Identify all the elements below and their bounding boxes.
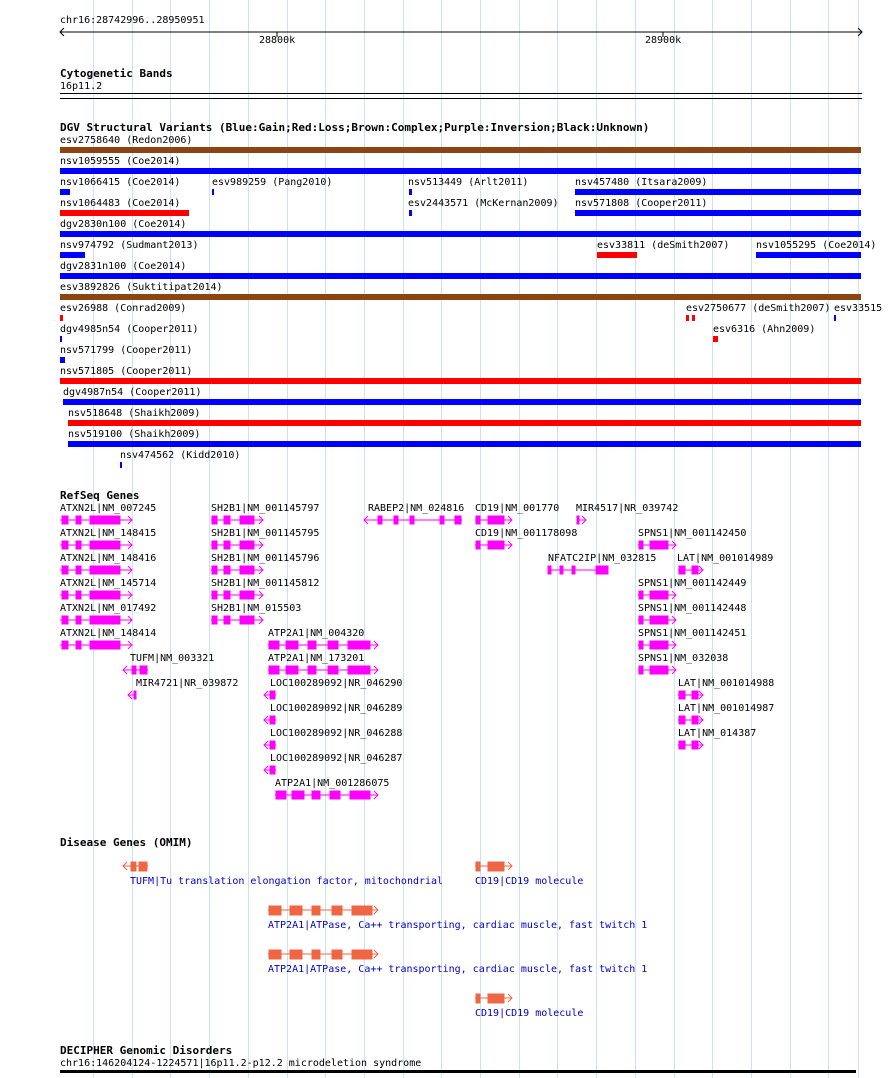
- cytoband-label: 16p11.2: [60, 81, 103, 92]
- gene-label[interactable]: SH2B1|NM_001145796: [211, 553, 320, 564]
- ruler-range: chr16:28742996..28950951: [60, 15, 205, 26]
- dgv-label[interactable]: nsv513449 (Arlt2011): [408, 177, 529, 188]
- gene-label[interactable]: ATP2A1|NM_004320: [268, 628, 365, 639]
- cytoband-track-title: Cytogenetic Bands: [60, 67, 173, 80]
- dgv-label[interactable]: dgv4985n54 (Cooper2011): [60, 324, 199, 335]
- dgv-label[interactable]: esv989259 (Pang2010): [212, 177, 333, 188]
- gene-label[interactable]: LOC100289092|NR_046290: [270, 678, 403, 689]
- gene-label[interactable]: ATXN2L|NM_148415: [60, 528, 157, 539]
- dgv-label[interactable]: nsv1066415 (Coe2014): [60, 177, 181, 188]
- dgv-label[interactable]: esv33515: [834, 303, 883, 314]
- omim-glyph-atp2a1: [268, 950, 378, 959]
- gene-label[interactable]: MIR4517|NR_039742: [576, 503, 679, 514]
- gene-label[interactable]: LAT|NM_001014987: [678, 703, 775, 714]
- gene-label[interactable]: LAT|NM_001014988: [678, 678, 775, 689]
- dgv-label[interactable]: nsv571808 (Cooper2011): [575, 198, 708, 209]
- gene-label[interactable]: CD19|NM_001770: [475, 503, 560, 514]
- omim-glyph-cd19: [475, 994, 512, 1003]
- ruler-tick-label: 28900k: [645, 35, 682, 46]
- gene-label[interactable]: SPNS1|NM_032038: [638, 653, 729, 664]
- gene-label[interactable]: SH2B1|NM_001145795: [211, 528, 320, 539]
- dgv-label[interactable]: dgv2831n100 (Coe2014): [60, 261, 187, 272]
- omim-glyph-cd19: [475, 862, 512, 871]
- omim-track-title: Disease Genes (OMIM): [60, 836, 193, 849]
- gene-label[interactable]: LOC100289092|NR_046288: [270, 728, 403, 739]
- gene-label[interactable]: SH2B1|NM_001145797: [211, 503, 320, 514]
- decipher-track-title: DECIPHER Genomic Disorders: [60, 1044, 233, 1057]
- gene-label[interactable]: LOC100289092|NR_046287: [270, 753, 403, 764]
- omim-label[interactable]: ATP2A1|ATPase, Ca++ transporting, cardiac muscle, fast twitch 1: [268, 964, 648, 975]
- gene-label[interactable]: RABEP2|NM_024816: [368, 503, 465, 514]
- dgv-label[interactable]: esv33811 (deSmith2007): [597, 240, 730, 251]
- decipher-label[interactable]: chr16:146204124-1224571|16p11.2-p12.2 microdeletion syndrome: [60, 1058, 422, 1069]
- gene-label[interactable]: ATP2A1|NM_173201: [268, 653, 365, 664]
- dgv-label[interactable]: esv6316 (Ahn2009): [713, 324, 816, 335]
- gene-label[interactable]: ATXN2L|NM_148414: [60, 628, 157, 639]
- dgv-label[interactable]: nsv571805 (Cooper2011): [60, 366, 193, 377]
- gene-label[interactable]: ATXN2L|NM_145714: [60, 578, 157, 589]
- gene-label[interactable]: SH2B1|NM_001145812: [211, 578, 320, 589]
- decipher-region-bar[interactable]: [60, 1070, 856, 1073]
- dgv-label[interactable]: nsv1055295 (Coe2014): [756, 240, 877, 251]
- omim-glyph-atp2a1: [268, 906, 378, 915]
- gene-label[interactable]: SPNS1|NM_001142449: [638, 578, 747, 589]
- dgv-label[interactable]: esv2750677 (deSmith2007): [686, 303, 831, 314]
- dgv-label[interactable]: nsv1064483 (Coe2014): [60, 198, 181, 209]
- dgv-label[interactable]: nsv457480 (Itsara2009): [575, 177, 708, 188]
- gene-label[interactable]: LAT|NM_014387: [678, 728, 757, 739]
- dgv-label[interactable]: esv2443571 (McKernan2009): [408, 198, 559, 209]
- dgv-track-title: DGV Structural Variants (Blue:Gain;Red:Loss;Brown:Complex;Purple:Inversion;Black:Unknown): [60, 121, 650, 134]
- omim-label[interactable]: CD19|CD19 molecule: [475, 876, 584, 887]
- dgv-label[interactable]: nsv518648 (Shaikh2009): [68, 408, 201, 419]
- dgv-label[interactable]: nsv474562 (Kidd2010): [120, 450, 241, 461]
- gene-label[interactable]: SPNS1|NM_001142450: [638, 528, 747, 539]
- dgv-label[interactable]: dgv2830n100 (Coe2014): [60, 219, 187, 230]
- dgv-label[interactable]: nsv974792 (Sudmant2013): [60, 240, 199, 251]
- gene-label[interactable]: ATXN2L|NM_148416: [60, 553, 157, 564]
- dgv-label[interactable]: dgv4987n54 (Cooper2011): [63, 387, 202, 398]
- gene-label[interactable]: SH2B1|NM_015503: [211, 603, 302, 614]
- omim-label[interactable]: CD19|CD19 molecule: [475, 1008, 584, 1019]
- dgv-label[interactable]: esv26988 (Conrad2009): [60, 303, 187, 314]
- ruler-tick-label: 28800k: [259, 35, 296, 46]
- omim-glyph-tufm: [123, 862, 148, 871]
- gene-label[interactable]: CD19|NM_001178098: [475, 528, 578, 539]
- gene-label[interactable]: LOC100289092|NR_046289: [270, 703, 403, 714]
- gene-label[interactable]: TUFM|NM_003321: [130, 653, 215, 664]
- gene-label[interactable]: LAT|NM_001014989: [677, 553, 774, 564]
- dgv-label[interactable]: esv3892826 (Suktitipat2014): [60, 282, 223, 293]
- gene-label[interactable]: SPNS1|NM_001142451: [638, 628, 747, 639]
- gene-label[interactable]: MIR4721|NR_039872: [136, 678, 239, 689]
- gene-label[interactable]: SPNS1|NM_001142448: [638, 603, 747, 614]
- gene-label[interactable]: ATP2A1|NM_001286075: [275, 778, 390, 789]
- omim-label[interactable]: ATP2A1|ATPase, Ca++ transporting, cardiac muscle, fast twitch 1: [268, 920, 648, 931]
- gene-label[interactable]: NFATC2IP|NM_032815: [548, 553, 657, 564]
- dgv-label[interactable]: nsv1059555 (Coe2014): [60, 156, 181, 167]
- dgv-label[interactable]: nsv571799 (Cooper2011): [60, 345, 193, 356]
- omim-label[interactable]: TUFM|Tu translation elongation factor, mitochondrial: [130, 876, 444, 887]
- gene-label[interactable]: ATXN2L|NM_007245: [60, 503, 157, 514]
- dgv-label[interactable]: nsv519100 (Shaikh2009): [68, 429, 201, 440]
- refseq-track-title: RefSeq Genes: [60, 489, 140, 502]
- gene-label[interactable]: ATXN2L|NM_017492: [60, 603, 157, 614]
- dgv-label[interactable]: esv2758640 (Redon2006): [60, 135, 193, 146]
